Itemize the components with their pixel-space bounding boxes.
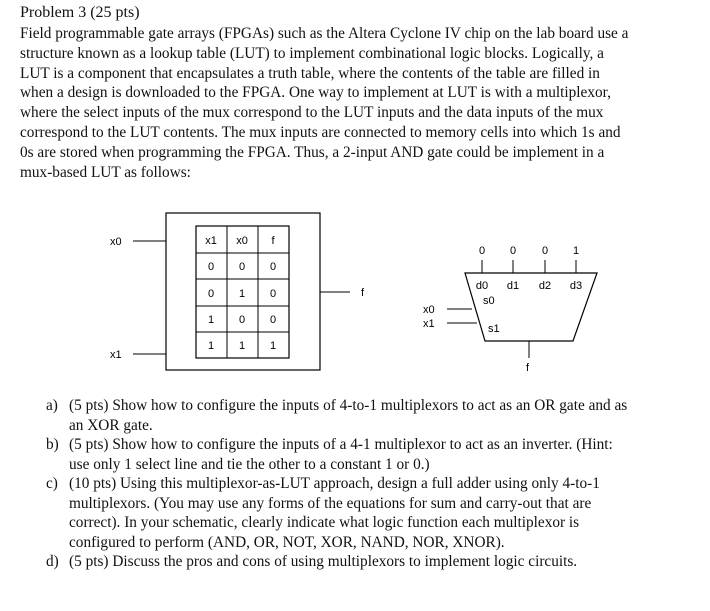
question-b bbox=[46, 435, 696, 474]
question-line: configured to perform (AND, OR, NOT, XOR, NAND, NOR, XNOR). bbox=[69, 533, 505, 551]
table-cell: 0 bbox=[269, 261, 277, 273]
problem-title: Problem 3 (25 pts) bbox=[20, 4, 140, 21]
question-label: c) bbox=[46, 475, 58, 492]
mux-data-label: d2 bbox=[538, 280, 552, 292]
question-line: an XOR gate. bbox=[69, 416, 153, 434]
table-cell: 0 bbox=[207, 261, 215, 273]
intro-line: when a design is downloaded to the FPGA. One way to implement at LUT is with a multiplexor, bbox=[20, 84, 611, 102]
table-cell: 1 bbox=[238, 340, 246, 352]
mux-data-label: d3 bbox=[569, 280, 583, 292]
table-header: f bbox=[271, 235, 275, 247]
x1-label: x1 bbox=[110, 349, 122, 361]
question-line: (5 pts) Show how to configure the inputs of a 4-1 multiplexor to act as an inverter. (Hint: bbox=[69, 436, 613, 453]
table-cell: 0 bbox=[238, 314, 246, 326]
mux-input-label: x0 bbox=[423, 304, 435, 316]
table-header: x1 bbox=[205, 235, 217, 247]
mux-select-label: s1 bbox=[488, 323, 500, 335]
mux-data-value: 0 bbox=[509, 245, 517, 257]
table-cell: 1 bbox=[238, 288, 246, 300]
table-cell: 1 bbox=[207, 340, 215, 352]
table-header: x0 bbox=[236, 235, 248, 247]
table-cell: 0 bbox=[269, 288, 277, 300]
intro-line: 0s are stored when programming the FPGA. Thus, a 2-input AND gate could be implement in a bbox=[20, 143, 605, 161]
table-cell: 0 bbox=[207, 288, 215, 300]
intro-line: LUT is a component that encapsulates a truth table, where the contents of the table are filled in bbox=[20, 64, 600, 82]
table-cell: 0 bbox=[269, 314, 277, 326]
intro-line: correspond to the LUT contents. The mux inputs are connected to memory cells into which 1s and bbox=[20, 123, 621, 141]
table-cell: 1 bbox=[207, 314, 215, 326]
x0-label: x0 bbox=[110, 236, 122, 248]
mux-input-label: x1 bbox=[423, 318, 435, 330]
question-label: a) bbox=[46, 397, 58, 414]
question-line: correct). In your schematic, clearly indicate what logic function each multiplexor is bbox=[69, 514, 580, 531]
mux-select-label: s0 bbox=[483, 295, 495, 307]
mux-data-label: d0 bbox=[475, 280, 489, 292]
question-c bbox=[46, 474, 696, 552]
table-cell: 0 bbox=[238, 261, 246, 273]
question-line: (5 pts) Discuss the pros and cons of using multiplexors to implement logic circuits. bbox=[69, 553, 578, 570]
intro-line: Field programmable gate arrays (FPGAs) such as the Altera Cyclone IV chip on the lab board use a bbox=[20, 25, 629, 42]
question-line: (5 pts) Show how to configure the inputs of 4-to-1 multiplexors to act as an OR gate and as bbox=[69, 397, 628, 414]
mux-data-value: 0 bbox=[478, 245, 486, 257]
f-label: f bbox=[361, 287, 365, 299]
table-cell: 1 bbox=[269, 340, 277, 352]
question-d bbox=[46, 552, 696, 572]
intro-line: mux-based LUT as follows: bbox=[20, 163, 191, 181]
question-line: multiplexors. (You may use any forms of the equations for sum and carry-out that are bbox=[69, 494, 592, 512]
mux-labels bbox=[423, 245, 582, 374]
question-line: use only 1 select line and tie the other to a constant 1 or 0.) bbox=[69, 455, 430, 473]
mux-data-value: 0 bbox=[541, 245, 549, 257]
lut-labels bbox=[110, 236, 365, 361]
question-list bbox=[46, 396, 696, 572]
intro-line: structure known as a lookup table (LUT) to implement combinational logic blocks. Logically, a bbox=[20, 44, 604, 62]
question-label: d) bbox=[46, 553, 59, 570]
intro-line: where the select inputs of the mux correspond to the LUT inputs and the data inputs of the mux bbox=[20, 104, 604, 122]
question-line: (10 pts) Using this multiplexor-as-LUT approach, design a full adder using only 4-to-1 bbox=[69, 475, 600, 492]
mux-data-value: 1 bbox=[572, 245, 580, 257]
mux-output-label: f bbox=[526, 362, 530, 374]
mux-data-label: d1 bbox=[506, 280, 520, 292]
question-label: b) bbox=[46, 436, 59, 453]
question-a bbox=[46, 396, 696, 435]
mux-figure bbox=[447, 260, 597, 358]
